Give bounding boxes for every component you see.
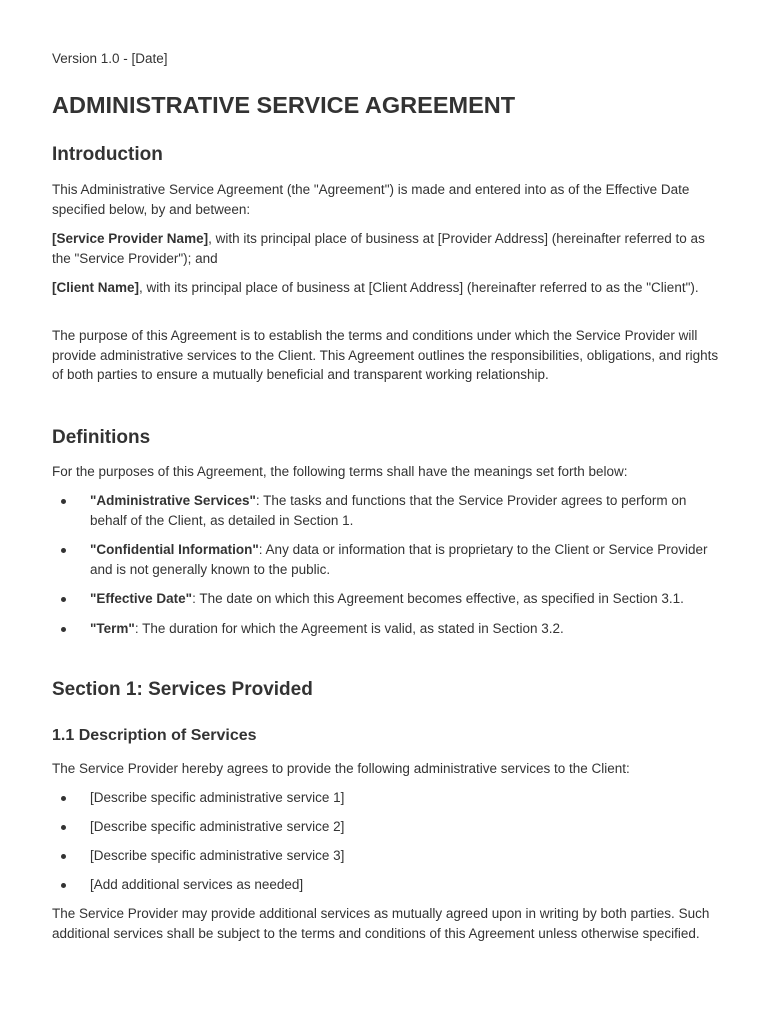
section1-heading: Section 1: Services Provided [52, 679, 313, 700]
service-item-text: [Describe specific administrative service 2] [90, 819, 345, 834]
bullet-icon [61, 854, 66, 859]
service-item-text: [Describe specific administrative service 1] [90, 790, 345, 805]
bullet-icon [61, 883, 66, 888]
document-title: ADMINISTRATIVE SERVICE AGREEMENT [52, 92, 516, 118]
list-item [52, 875, 720, 895]
list-item [52, 817, 720, 837]
definitions-intro: For the purposes of this Agreement, the following terms shall have the meanings set forth below: [52, 464, 628, 479]
service-item-text: [Describe specific administrative service 3] [90, 848, 345, 863]
definition-term: "Effective Date" [90, 591, 193, 606]
definition-term: "Term" [90, 620, 135, 636]
bullet-icon [61, 825, 66, 830]
introduction-heading: Introduction [52, 144, 163, 165]
definitions-list [52, 491, 720, 638]
version-line: Version 1.0 - [Date] [52, 51, 168, 66]
definition-text: : The tasks and functions that the Service Provider agrees to perform on behalf of the Client, as detailed in Section 1. [90, 493, 687, 528]
definition-text: : Any data or information that is proprietary to the Client or Service Provider and is not generally known to the public. [90, 542, 708, 577]
list-item [52, 540, 720, 579]
client-details: , with its principal place of business at [Client Address] (hereinafter referred to as the "Client"). [139, 280, 699, 295]
definition-term: "Administrative Services" [90, 493, 256, 508]
service-provider-paragraph [52, 229, 720, 268]
list-item [52, 491, 720, 530]
service-item-text: [Add additional services as needed] [90, 877, 304, 892]
service-provider-details: , with its principal place of business at [Provider Address] (hereinafter referred to as the "Service Provider"); and [52, 231, 705, 266]
bullet-icon [61, 548, 66, 553]
bullet-icon [61, 597, 66, 602]
definitions-heading: Definitions [52, 427, 151, 448]
services-intro: The Service Provider hereby agrees to provide the following administrative services to the Client: [52, 761, 630, 776]
purpose-paragraph: The purpose of this Agreement is to establish the terms and conditions under which the Service Provider will provide administrative services to the Client. This Agreement outlines the responsibilities, obligations, and rights of both parties to ensure a mutually beneficial and transparent working relationship. [52, 328, 719, 382]
services-list [52, 788, 720, 895]
definition-text: : The duration for which the Agreement is valid, as stated in Section 3.2. [134, 620, 564, 636]
section1-1-heading: 1.1 Description of Services [52, 727, 257, 744]
service-provider-name: [Service Provider Name] [52, 231, 209, 246]
client-paragraph [52, 278, 720, 298]
list-item [52, 619, 720, 639]
bullet-icon [61, 796, 66, 801]
introduction-paragraph: This Administrative Service Agreement (the "Agreement") is made and entered into as of the Effective Date specified below, by and between: [52, 182, 690, 217]
list-item [52, 788, 720, 808]
bullet-icon [61, 499, 66, 504]
services-closing-paragraph: The Service Provider may provide additional services as mutually agreed upon in writing by both parties. Such additional services shall be subject to the terms and conditions of this Agreement unless otherwise specified. [52, 906, 710, 941]
list-item [52, 589, 720, 609]
client-name: [Client Name] [52, 280, 140, 295]
list-item [52, 846, 720, 866]
definition-text: : The date on which this Agreement becomes effective, as specified in Section 3.1. [192, 591, 684, 606]
definition-term: "Confidential Information" [90, 542, 259, 557]
bullet-icon [61, 627, 66, 632]
